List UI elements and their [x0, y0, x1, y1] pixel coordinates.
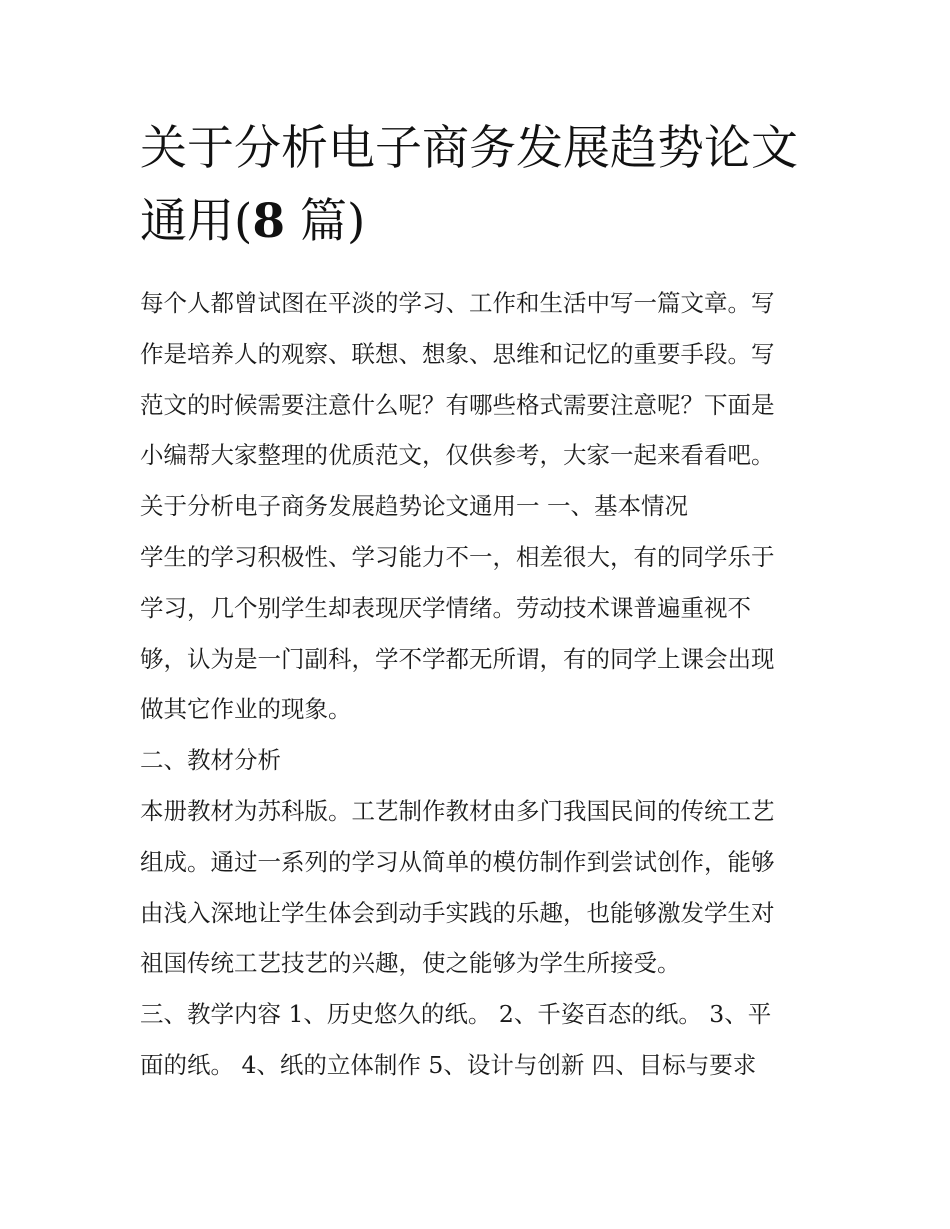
body-line: 范文的时候需要注意什么呢？有哪些格式需要注意呢？下面是	[140, 390, 775, 419]
body-line: 小编帮大家整理的优质范文，仅供参考，大家一起来看看吧。	[140, 441, 775, 470]
title-number: 8	[252, 194, 286, 249]
body-line: 本册教材为苏科版。工艺制作教材由多门我国民间的传统工艺	[140, 796, 775, 825]
section-heading: 二、教材分析	[140, 746, 281, 775]
body-line: 祖国传统工艺技艺的兴趣，使之能够为学生所接受。	[140, 949, 681, 978]
section-heading-line: 关于分析电子商务发展趋势论文通用一 一、基本情况	[140, 492, 688, 521]
body-line: 由浅入深地让学生体会到动手实践的乐趣，也能够激发学生对	[140, 898, 775, 927]
document-title	[140, 112, 820, 258]
title-text-start: 关于分析电子商务发展趋势论文通用(	[140, 121, 798, 249]
body-line: 做其它作业的现象。	[140, 695, 352, 724]
body-line: 每个人都曾试图在平淡的学习、工作和生活中写一篇文章。写	[140, 289, 775, 317]
body-line: 组成。通过一系列的学习从简单的模仿制作到尝试创作，能够	[140, 847, 775, 876]
body-line: 学习，几个别学生却表现厌学情绪。劳动技术课普遍重视不	[140, 593, 751, 622]
body-line: 够，认为是一门副科，学不学都无所谓，有的同学上课会出现	[140, 644, 775, 673]
body-line: 三、教学内容 1、历史悠久的纸。 2、千姿百态的纸。 3、平	[140, 1000, 772, 1029]
body-line: 作是培养人的观察、联想、想象、思维和记忆的重要手段。写	[140, 339, 775, 368]
document-body	[140, 278, 820, 1091]
title-text-end: 篇)	[285, 194, 366, 249]
body-line: 面的纸。 4、纸的立体制作 5、设计与创新 四、目标与要求	[140, 1050, 757, 1079]
body-line: 学生的学习积极性、学习能力不一，相差很大，有的同学乐于	[140, 542, 775, 571]
